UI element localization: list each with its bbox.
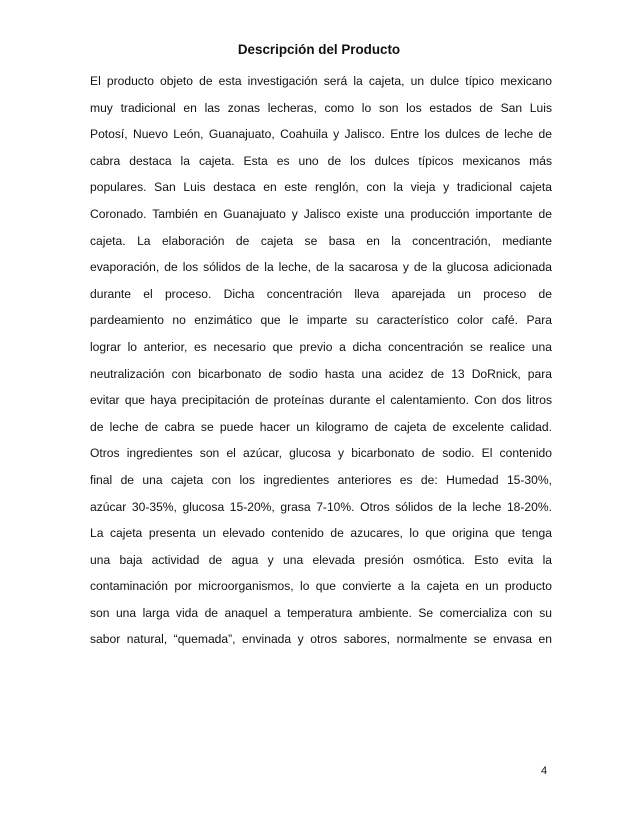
text-line: sabor natural, “quemada”, envinada y otros sabores, normalmente se envasa en (90, 632, 552, 647)
text-line: La cajeta presenta un elevado contenido de azucares, lo que origina que tenga (90, 526, 552, 541)
text-line: evaporación, de los sólidos de la leche, de la sacarosa y de la glucosa adicionada (90, 260, 552, 275)
text-line: Coronado. También en Guanajuato y Jalisco existe una producción importante de (90, 206, 552, 221)
text-line: evitar que haya precipitación de proteínas durante el calentamiento. Con dos litros (90, 393, 552, 408)
text-line: son una larga vida de anaquel a temperatura ambiente. Se comercializa con su (90, 605, 552, 620)
text-line: durante el proceso. Dicha concentración lleva aparejada un proceso de (90, 286, 552, 301)
text-line: contaminación por microorganismos, lo que convierte a la cajeta en un producto (90, 579, 552, 594)
text-line: pardeamiento no enzimático que le imparte su característico color café. Para (90, 313, 552, 328)
text-line: muy tradicional en las zonas lecheras, como lo son los estados de San Luis (90, 100, 552, 115)
section-title: Descripción del Producto (237, 42, 401, 57)
text-line: Otros ingredientes son el azúcar, glucosa y bicarbonato de sodio. El contenido (90, 446, 552, 461)
text-line: neutralización con bicarbonato de sodio hasta una acidez de 13 DoRnick, para (90, 366, 552, 381)
page-number: 4 (541, 765, 548, 777)
text-line: lograr lo anterior, es necesario que previo a dicha concentración se realice una (90, 339, 552, 354)
text-line: cajeta. La elaboración de cajeta se basa en la concentración, mediante (90, 233, 552, 248)
text-line: final de una cajeta con los ingredientes anteriores es de: Humedad 15-30%, (90, 472, 552, 487)
text-line: El producto objeto de esta investigación será la cajeta, un dulce típico mexicano (90, 74, 552, 88)
text-line: azúcar 30-35%, glucosa 15-20%, grasa 7-10%. Otros sólidos de la leche 18-20%. (90, 499, 552, 514)
text-line: populares. San Luis destaca en este renglón, con la vieja y tradicional cajeta (90, 180, 552, 195)
text-line: de leche de cabra se puede hacer un kilogramo de cajeta de excelente calidad. (90, 419, 552, 434)
text-line: una baja actividad de agua y una elevada presión osmótica. Esto evita la (90, 552, 552, 567)
text-line: Potosí, Nuevo León, Guanajuato, Coahuila y Jalisco. Entre los dulces de leche de (90, 127, 552, 142)
body-paragraph (90, 68, 552, 653)
text-line: cabra destaca la cajeta. Esta es uno de los dulces típicos mexicanos más (90, 153, 552, 168)
